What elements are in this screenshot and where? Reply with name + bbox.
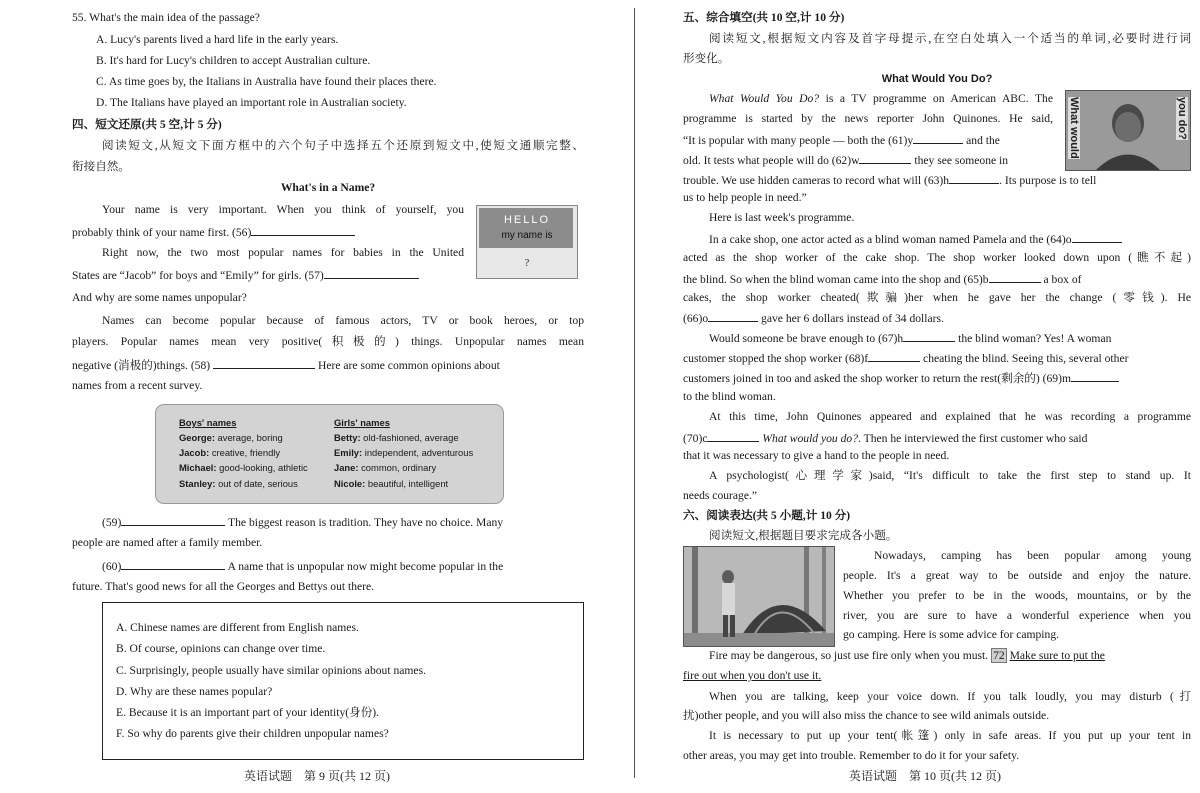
boys-name-row: Michael: good-looking, athletic <box>179 462 308 473</box>
q55-option-c: C. As time goes by, the Italians in Australia have found their places there. <box>96 75 437 88</box>
sticker-question-mark: ? <box>524 258 530 269</box>
girls-name-row: Emily: independent, adventurous <box>334 447 474 458</box>
sticker-my-name-is: my name is <box>501 230 553 241</box>
blank-61[interactable] <box>913 132 963 144</box>
q55-option-b: B. It's hard for Lucy's children to accept Australian culture. <box>96 54 371 67</box>
section4-instruction-cont: 衔接自然。 <box>72 160 130 173</box>
blank-67[interactable] <box>903 330 955 342</box>
passage-line: At this time, John Quinones appeared and explained that he was recording a programme <box>709 410 1191 423</box>
blank-64[interactable] <box>1072 231 1122 243</box>
passage-line: names from a recent survey. <box>72 379 203 392</box>
passage-line: (59) The biggest reason is tradition. They have no choice. Many <box>102 516 504 529</box>
blank-65[interactable] <box>989 271 1041 283</box>
passage-line: (70)c What would you do?. Then he interviewed the first customer who said <box>683 432 1088 445</box>
sticker-hello: HELLO <box>503 214 551 226</box>
right-page <box>683 0 1191 793</box>
passage-line: customers joined in too and asked the shop worker to return the rest(剩余的) (69)m <box>683 370 1119 386</box>
passage-line: customer stopped the shop worker (68)f cheating the blind. Seeing this, several other <box>683 352 1129 365</box>
passage-title: What Would You Do? <box>881 73 993 85</box>
passage-line: Nowadays, camping has been popular among young <box>874 549 1191 562</box>
option-c: C. Surprisingly, people usually have similar opinions about names. <box>116 664 426 677</box>
q55-option-d: D. The Italians have played an important role in Australian society. <box>96 96 407 109</box>
passage-line: cakes, the shop worker cheated(欺骗)her when he gave her the change (零钱). He <box>683 291 1191 304</box>
boys-names-header: Boys' names <box>179 417 237 428</box>
blank-70[interactable] <box>707 430 759 442</box>
passage-line: probably think of your name first. (56) <box>72 224 355 240</box>
section5-instruction-cont: 形变化。 <box>683 52 730 65</box>
option-d: D. Why are these names popular? <box>116 685 273 698</box>
boys-name-row: Jacob: creative, friendly <box>179 447 281 458</box>
option-e: E. Because it is an important part of your identity(身份). <box>116 706 380 719</box>
boys-name-row: Stanley: out of date, serious <box>179 478 298 489</box>
names-survey-box <box>155 404 504 504</box>
blank-59[interactable] <box>121 514 225 526</box>
blank-63[interactable] <box>949 172 999 184</box>
passage-title: What's in a Name? <box>280 181 376 194</box>
girls-name-row: Betty: old-fashioned, average <box>334 432 459 443</box>
section6-instruction: 阅读短文,根据题目要求完成各小题。 <box>709 529 898 542</box>
page-divider <box>634 8 635 778</box>
girls-name-row: Nicole: beautiful, intelligent <box>334 478 449 489</box>
photo-caption-left: What would <box>1068 97 1080 159</box>
page-footer-left: 英语试题 第 9 页(共 12 页) <box>244 769 390 783</box>
girls-names-header: Girls' names <box>334 417 390 428</box>
blank-62[interactable] <box>859 152 911 164</box>
blank-69[interactable] <box>1071 370 1119 382</box>
q55-stem: 55. What's the main idea of the passage? <box>72 11 260 24</box>
passage-line: In a cake shop, one actor acted as a blind woman named Pamela and the (64)o <box>709 231 1122 247</box>
passage-line: trouble. We use hidden cameras to record what will (63)h . Its purpose is to tell <box>683 174 1097 187</box>
passage-line: A psychologist(心理学家)said, “It's difficult to take the first step to stand up. It <box>709 469 1191 482</box>
option-a: A. Chinese names are different from English names. <box>116 621 359 634</box>
sentence-options-box <box>102 602 584 760</box>
option-b: B. Of course, opinions can change over time. <box>116 642 326 655</box>
passage-line: (60) A name that is unpopular now might become popular in the <box>102 560 504 573</box>
passage-line: Whether you prefer to be in the woods, mountains, or by the <box>843 589 1191 602</box>
passage-line: 扰)other people, and you will also miss the chance to see wild animals outside. <box>683 709 1050 722</box>
passage-line: that it was necessary to give a hand to the people in need. <box>683 449 950 462</box>
passage-line: players. Popular names mean very positive(积极的) things. Unpopular names mean <box>72 335 584 348</box>
john-quinones-photo <box>1065 90 1191 171</box>
passage-line: river, you are sure to have a wonderful experience when you <box>843 609 1191 622</box>
blank-56[interactable] <box>251 224 355 236</box>
section6-heading: 六、阅读表达(共 5 小题,计 10 分) <box>683 509 851 522</box>
passage-line: Right now, the two most popular names for babies in the United <box>102 246 464 259</box>
girls-name-row: Jane: common, ordinary <box>334 462 437 473</box>
q55-option-a: A. Lucy's parents lived a hard life in the early years. <box>96 33 339 46</box>
passage-line: people. It's a great way to be outside and enjoy the nature. <box>843 569 1191 582</box>
passage-line: Fire may be dangerous, so just use fire only when you must. 72 Make sure to put the <box>709 649 1105 662</box>
passage-line: Would someone be brave enough to (67)h the blind woman? Yes! A woman <box>709 332 1112 345</box>
photo-caption-right: you do? <box>1176 97 1188 140</box>
passage-line: And why are some names unpopular? <box>72 291 247 304</box>
tent-icon <box>684 547 834 646</box>
underlined-sentence-72-cont: fire out when you don't use it. <box>683 669 822 682</box>
blank-68[interactable] <box>868 350 920 362</box>
passage-line: us to help people in need.” <box>683 191 807 204</box>
passage-line: the blind. So when the blind woman came into the shop and (65)b a box of <box>683 273 1082 286</box>
passage-line: to the blind woman. <box>683 390 776 403</box>
passage-line: States are “Jacob” for boys and “Emily” for girls. (57) <box>72 267 419 283</box>
hello-name-sticker <box>476 205 578 279</box>
passage-line: programme is started by the news reporter John Quinones. He said, <box>683 112 1053 125</box>
passage-line: It is necessary to put up your tent(帐篷) only in safe areas. If you put up your tent in <box>709 729 1191 742</box>
passage-line: future. That's good news for all the Georges and Bettys out there. <box>72 580 375 593</box>
passage-line: “It is popular with many people — both the (61)y and the <box>683 134 1000 147</box>
question-72-marker: 72 <box>993 649 1005 662</box>
section5-instruction: 阅读短文,根据短文内容及首字母提示,在空白处填入一个适当的单词,必要时进行词 <box>709 32 1191 45</box>
blank-57[interactable] <box>324 267 419 279</box>
left-page <box>72 0 584 793</box>
person-icon <box>1066 91 1190 170</box>
blank-58[interactable] <box>213 357 315 369</box>
page-footer-right: 英语试题 第 10 页(共 12 页) <box>849 769 1001 783</box>
passage-line: What Would You Do? is a TV programme on American ABC. The <box>709 92 1053 105</box>
blank-60[interactable] <box>121 558 225 570</box>
boys-name-row: George: average, boring <box>179 432 283 443</box>
passage-line: old. It tests what people will do (62)w they see someone in <box>683 154 1009 167</box>
underlined-sentence-72: Make sure to put the <box>1009 649 1105 662</box>
passage-line: needs courage.” <box>683 489 758 502</box>
passage-line: (66)o gave her 6 dollars instead of 34 dollars. <box>683 312 944 325</box>
camping-photo <box>683 546 835 647</box>
blank-66[interactable] <box>708 310 758 322</box>
section4-heading: 四、短文还原(共 5 空,计 5 分) <box>72 118 222 131</box>
section5-heading: 五、综合填空(共 10 空,计 10 分) <box>683 11 845 24</box>
option-f: F. So why do parents give their children unpopular names? <box>116 727 389 740</box>
passage-line: people are named after a family member. <box>72 536 263 549</box>
passage-line: When you are talking, keep your voice down. If you talk loudly, you may disturb (打 <box>709 690 1191 703</box>
passage-line: Here is last week's programme. <box>709 211 855 224</box>
passage-line: Your name is very important. When you think of yourself, you <box>102 203 464 216</box>
passage-line: Names can become popular because of famous actors, TV or book heroes, or top <box>102 314 584 327</box>
passage-line: acted as the shop worker of the cake shop. The shop worker looked down upon (瞧不起) <box>683 251 1191 264</box>
passage-line: other areas, you may get into trouble. Remember to do it for your safety. <box>683 749 1020 762</box>
section4-instruction: 阅读短文,从短文下面方框中的六个句子中选择五个还原到短文中,使短文通顺完整、 <box>102 139 584 152</box>
passage-line: negative (消极的)things. (58) Here are some common opinions about <box>72 359 500 372</box>
passage-line: go camping. Here is some advice for camping. <box>843 628 1060 641</box>
